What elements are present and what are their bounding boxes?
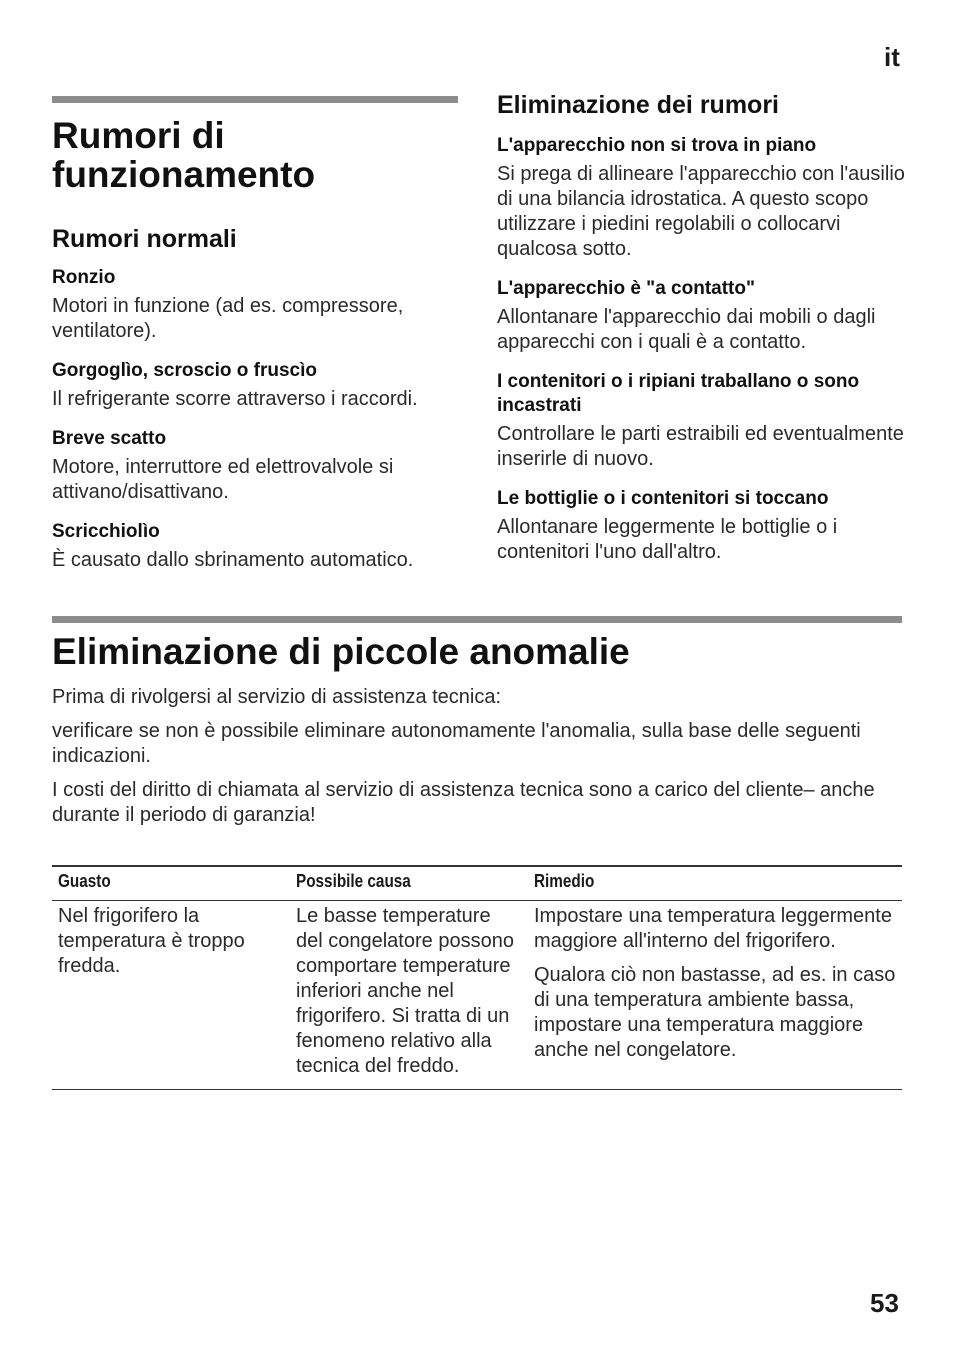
item-text: Allontanare l'apparecchio dai mobili o dagli apparecchi con i quali è a contatto. xyxy=(497,306,876,353)
table-header-row xyxy=(52,866,902,901)
item-text: Si prega di allineare l'apparecchio con l'ausilio di una bilancia idrostatica. A questo scopo utilizzare i piedini regolabili o collocarvi qualcosa sotto. xyxy=(497,163,905,260)
item-heading: Scricchiolìo xyxy=(52,521,160,542)
section-operating-noises xyxy=(52,116,462,573)
cell-fault: Nel frigorifero la temperatura è troppo fredda. xyxy=(52,901,290,1090)
item-text: È causato dallo sbrinamento automatico. xyxy=(52,549,414,571)
column-header-remedy: Rimedio xyxy=(528,866,902,901)
item-heading: Gorgoglìo, scroscio o fruscìo xyxy=(52,360,317,381)
section-divider-top xyxy=(52,96,458,103)
subtitle-normal-noises: Rumori normali xyxy=(52,225,237,253)
item-text: Motore, interruttore ed elettrovalvole si attivano/disattivano. xyxy=(52,456,394,503)
item-heading: Le bottiglie o i contenitori si toccano xyxy=(497,488,829,509)
item-heading: L'apparecchio è "a contatto" xyxy=(497,278,755,299)
intro-paragraph: I costi del diritto di chiamata al servizio di assistenza tecnica sono a carico del cliente– anche durante il periodo di garanzia! xyxy=(52,779,875,826)
language-tag: it xyxy=(884,42,900,72)
item-text: Controllare le parti estraibili ed eventualmente inserirle di nuovo. xyxy=(497,423,904,470)
section-divider-middle xyxy=(52,616,902,623)
remedy-paragraph: Impostare una temperatura leggermente maggiore all'interno del frigorifero. xyxy=(534,905,892,952)
item-text: Il refrigerante scorre attraverso i raccordi. xyxy=(52,388,418,410)
cell-remedy xyxy=(528,901,902,1090)
remedy-paragraph: Qualora ciò non bastasse, ad es. in caso di una temperatura ambiente bassa, impostare una temperatura maggiore anche nel congelatore. xyxy=(534,964,896,1061)
intro-paragraph: verificare se non è possibile eliminare autonomamente l'anomalia, sulla base delle seguenti indicazioni. xyxy=(52,720,861,767)
section-noise-elimination xyxy=(497,90,907,565)
section-title-noises: Rumori di funzionamento xyxy=(52,115,316,195)
item-heading: Ronzio xyxy=(52,267,116,288)
item-text: Motori in funzione (ad es. compressore, ventilatore). xyxy=(52,295,404,342)
subtitle-noise-elimination: Eliminazione dei rumori xyxy=(497,91,779,119)
item-heading: I contenitori o i ripiani traballano o sono incastrati xyxy=(497,371,860,416)
page-number: 53 xyxy=(870,1288,899,1318)
fault-table xyxy=(52,865,902,1090)
cell-cause: Le basse temperature del congelatore possono comportare temperature inferiori anche nel frigorifero. Si tratta di un fenomeno relativo alla tecnica del freddo. xyxy=(290,901,528,1090)
item-heading: L'apparecchio non si trova in piano xyxy=(497,135,817,156)
section-minor-faults xyxy=(52,632,904,837)
item-text: Allontanare leggermente le bottiglie o i contenitori l'uno dall'altro. xyxy=(497,516,838,563)
table-row xyxy=(52,901,902,1090)
item-heading: Breve scatto xyxy=(52,428,167,449)
column-header-cause: Possibile causa xyxy=(290,866,528,901)
intro-paragraph: Prima di rivolgersi al servizio di assistenza tecnica: xyxy=(52,686,502,708)
column-header-fault: Guasto xyxy=(52,866,290,901)
section-title-faults: Eliminazione di piccole anomalie xyxy=(52,631,630,672)
